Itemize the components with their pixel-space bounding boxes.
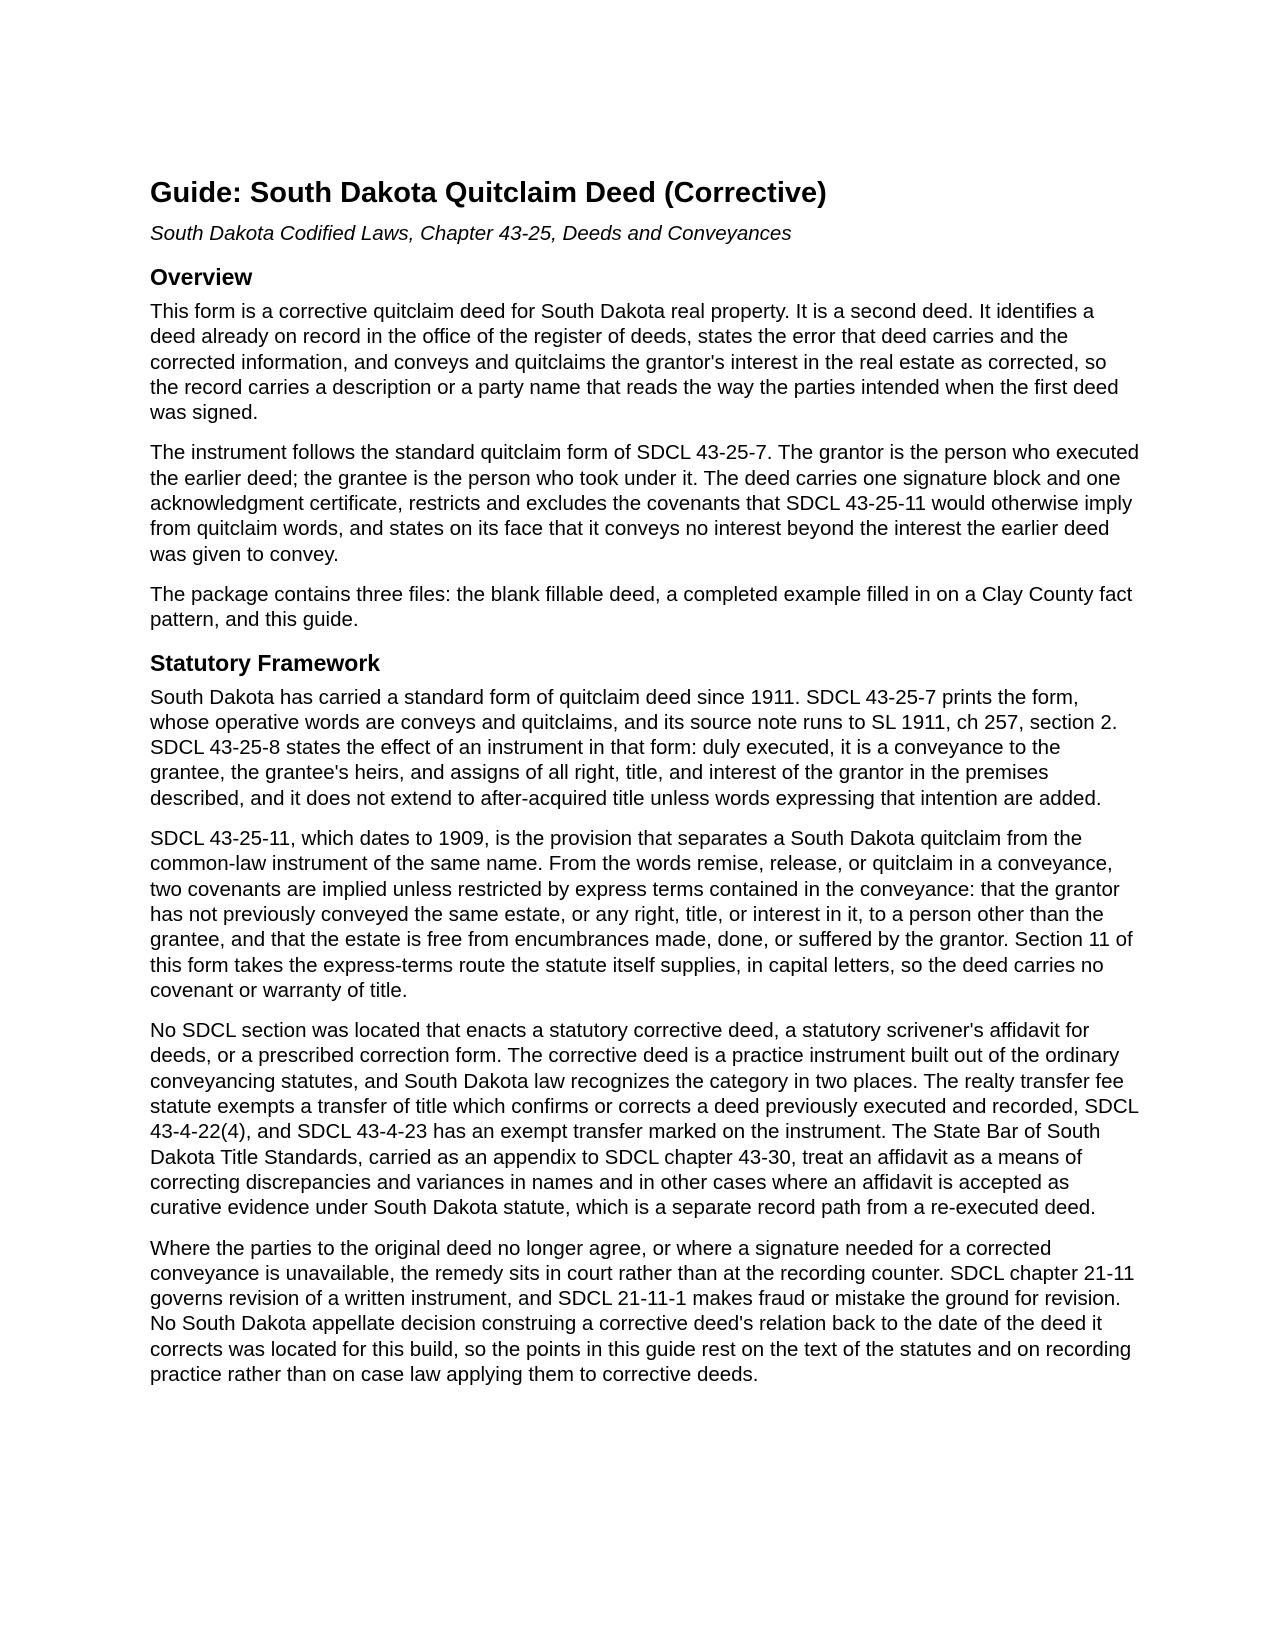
section-statutory-framework (150, 649, 1140, 1388)
section-heading-statutory-framework: Statutory Framework (150, 649, 381, 676)
document-page (150, 176, 1140, 1387)
document-title: Guide: South Dakota Quitclaim Deed (Corrective) (150, 177, 827, 209)
framework-paragraph-1: South Dakota has carried a standard form of quitclaim deed since 1911. SDCL 43-25-7 prints the form, whose operative words are conveys and quitclaims, and its source note runs to SL 1911, ch 257, section 2. SDCL 43-25-8 states the effect of an instrument in that form: duly executed, it is a conveyance to the grantee, the grantee's heirs, and assigns of all right, title, and interest of the grantor in the premises described, and it does not extend to after-acquired title unless words expressing that intention are added. (150, 685, 1118, 810)
framework-paragraph-4: Where the parties to the original deed no longer agree, or where a signature needed for a corrected conveyance is unavailable, the remedy sits in court rather than at the recording counter. SDCL chapter 21-11 governs revision of a written instrument, and SDCL 21-11-1 makes fraud or mistake the ground for revision. No South Dakota appellate decision construing a corrective deed's relation back to the date of the deed it corrects was located for this build, so the points in this guide rest on the text of the statutes and on recording practice rather than on case law applying them to corrective deeds. (150, 1236, 1135, 1386)
overview-paragraph-3: The package contains three files: the blank fillable deed, a completed example filled in on a Clay County fact pattern, and this guide. (150, 582, 1133, 632)
section-overview (150, 263, 1140, 633)
section-heading-overview: Overview (150, 264, 253, 290)
framework-paragraph-2: SDCL 43-25-11, which dates to 1909, is the provision that separates a South Dakota quitclaim from the common-law instrument of the same name. From the words remise, release, or quitclaim in a conveyance, two covenants are implied unless restricted by express terms contained in the conveyance: that the grantor has not previously conveyed the same estate, or any right, title, or interest in it, to a person other than the grantee, and that the estate is free from encumbrances made, done, or suffered by the grantor. Section 11 of this form takes the express-terms route the statute itself supplies, in capital letters, so the deed carries no covenant or warranty of title. (150, 827, 1133, 1002)
framework-paragraph-3: No SDCL section was located that enacts a statutory corrective deed, a statutory scrivener's affidavit for deeds, or a prescribed correction form. The corrective deed is a practice instrument built out of the ordinary conveyancing statutes, and South Dakota law recognizes the category in two places. The realty transfer fee statute exempts a transfer of title which confirms or corrects a deed previously executed and recorded, SDCL 43-4-22(4), and SDCL 43-4-23 has an exempt transfer marked on the instrument. The State Bar of South Dakota Title Standards, carried as an appendix to SDCL chapter 43-30, treat an affidavit as a means of correcting discrepancies and variances in names and in other cases where an affidavit is accepted as curative evidence under South Dakota statute, which is a separate record path from a re-executed deed. (150, 1019, 1139, 1220)
overview-paragraph-2: The instrument follows the standard quitclaim form of SDCL 43-25-7. The grantor is the person who executed the earlier deed; the grantee is the person who took under it. The deed carries one signature block and one acknowledgment certificate, restricts and excludes the covenants that SDCL 43-25-11 would otherwise imply from quitclaim words, and states on its face that it conveys no interest beyond the interest the earlier deed was given to convey. (150, 441, 1140, 566)
overview-paragraph-1: This form is a corrective quitclaim deed for South Dakota real property. It is a second deed. It identifies a deed already on record in the office of the register of deeds, states the error that deed carries and the corrected information, and conveys and quitclaims the grantor's interest in the real estate as corrected, so the record carries a description or a party name that reads the way the parties intended when the first deed was signed. (150, 300, 1119, 425)
document-subtitle: South Dakota Codified Laws, Chapter 43-25, Deeds and Conveyances (150, 222, 792, 245)
